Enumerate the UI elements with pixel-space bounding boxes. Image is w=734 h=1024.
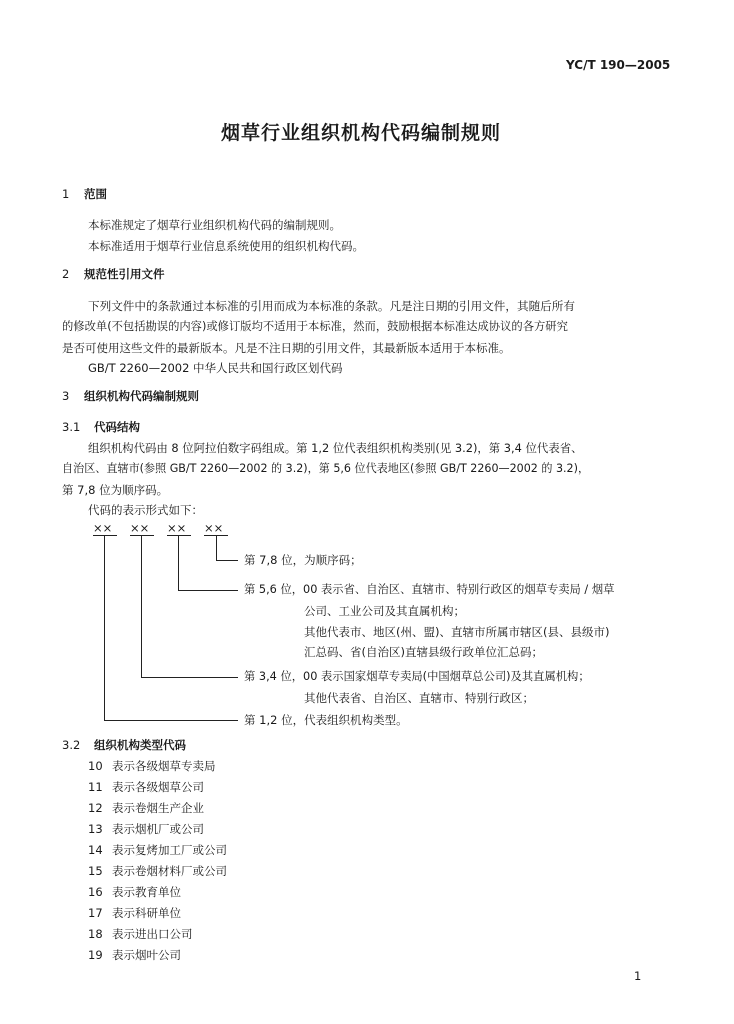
desc-7-8: 第 7,8 位，为顺序码； [244,553,362,567]
bracket-1-2-horizontal [104,720,238,721]
underline-pair-5-6 [167,535,191,536]
section-2-line-2: 的修改单(不包括勘误的内容)或修订版均不适用于本标准，然而，鼓励根据本标准达成协议的各方研究 [62,320,568,333]
section-3-1-line-3: 第 7,8 位为顺序码。 [62,483,169,497]
desc-5-6-line-3: 其他代表市、地区(州、盟)、直辖市所属市辖区(县、县级市) [304,625,610,639]
section-3-1-line-1: 组织机构代码由 8 位阿拉伯数字码组成。第 1,2 位代表组织机构类别(见 3.2)，第 3,4 位代表省、 [88,441,583,455]
section-3-1-line-2: 自治区、直辖市(参照 GB/T 2260—2002 的 3.2)，第 5,6 位代表地区(参照 GB/T 2260—2002 的 3.2)， [62,462,590,475]
section-3-2-number: 3.2 [62,738,81,752]
type-code: 12 [88,801,103,815]
bracket-1-2-vertical [104,536,105,720]
section-1-heading: 范围 [84,187,107,201]
type-code: 13 [88,822,103,836]
section-3-heading: 组织机构代码编制规则 [84,389,199,403]
section-1-para-1: 本标准规定了烟草行业组织机构代码的编制规则。 [88,218,341,232]
type-code-text: 表示复烤加工厂或公司 [112,843,227,857]
desc-1-2: 第 1,2 位，代表组织机构类型。 [244,713,408,727]
type-code: 17 [88,906,103,920]
type-code: 18 [88,927,103,941]
desc-3-4-line-1: 第 3,4 位，00 表示国家烟草专卖局(中国烟草总公司)及其直属机构； [244,670,590,683]
type-code: 19 [88,948,103,962]
section-3-number: 3 [62,389,70,403]
section-3-1-heading: 代码结构 [94,420,140,434]
code-pair-3-4: ×× [130,521,150,535]
desc-5-6-line-4: 汇总码、省(自治区)直辖县级行政单位汇总码； [304,645,543,659]
bracket-7-8-horizontal [216,560,238,561]
section-2-line-3: 是否可使用这些文件的最新版本。凡是不注日期的引用文件，其最新版本适用于本标准。 [62,341,511,355]
underline-pair-3-4 [130,535,154,536]
code-form-intro: 代码的表示形式如下： [88,503,203,517]
code-pair-5-6: ×× [167,521,187,535]
type-code: 16 [88,885,103,899]
type-code-text: 表示烟机厂或公司 [112,822,204,836]
bracket-5-6-horizontal [178,590,238,591]
underline-pair-1-2 [93,535,117,536]
section-3-1-number: 3.1 [62,420,81,434]
type-code-text: 表示卷烟生产企业 [112,801,204,815]
section-1-number: 1 [62,187,70,201]
type-code-text: 表示烟叶公司 [112,948,181,962]
section-2-line-1: 下列文件中的条款通过本标准的引用而成为本标准的条款。凡是注日期的引用文件，其随后所有 [88,299,575,313]
type-code-text: 表示各级烟草专卖局 [112,759,216,773]
type-code-text: 表示卷烟材料厂或公司 [112,864,227,878]
section-1-para-2: 本标准适用于烟草行业信息系统使用的组织机构代码。 [88,239,364,253]
type-code-text: 表示教育单位 [112,885,181,899]
section-3-2-heading: 组织机构类型代码 [94,738,186,752]
code-pair-1-2: ×× [93,521,113,535]
bracket-5-6-vertical [178,536,179,590]
bracket-3-4-vertical [141,536,142,677]
section-2-reference: GB/T 2260—2002 中华人民共和国行政区划代码 [88,361,343,375]
type-code-text: 表示各级烟草公司 [112,780,204,794]
bracket-7-8-vertical [216,536,217,560]
standard-code: YC/T 190—2005 [566,58,671,72]
page-number: 1 [634,969,642,983]
type-code-text: 表示科研单位 [112,906,181,920]
type-code: 14 [88,843,103,857]
type-code: 11 [88,780,103,794]
desc-5-6-line-1: 第 5,6 位，00 表示省、自治区、直辖市、特别行政区的烟草专卖局 / 烟草 [244,583,615,596]
bracket-3-4-horizontal [141,677,238,678]
desc-5-6-line-2: 公司、工业公司及其直属机构； [304,604,465,618]
document-title: 烟草行业组织机构代码编制规则 [221,122,502,144]
type-code-text: 表示进出口公司 [112,927,193,941]
section-2-number: 2 [62,267,70,281]
type-code: 15 [88,864,103,878]
type-code: 10 [88,759,103,773]
section-2-heading: 规范性引用文件 [84,267,165,281]
code-pair-7-8: ×× [204,521,224,535]
desc-3-4-line-2: 其他代表省、自治区、直辖市、特别行政区； [304,691,534,705]
